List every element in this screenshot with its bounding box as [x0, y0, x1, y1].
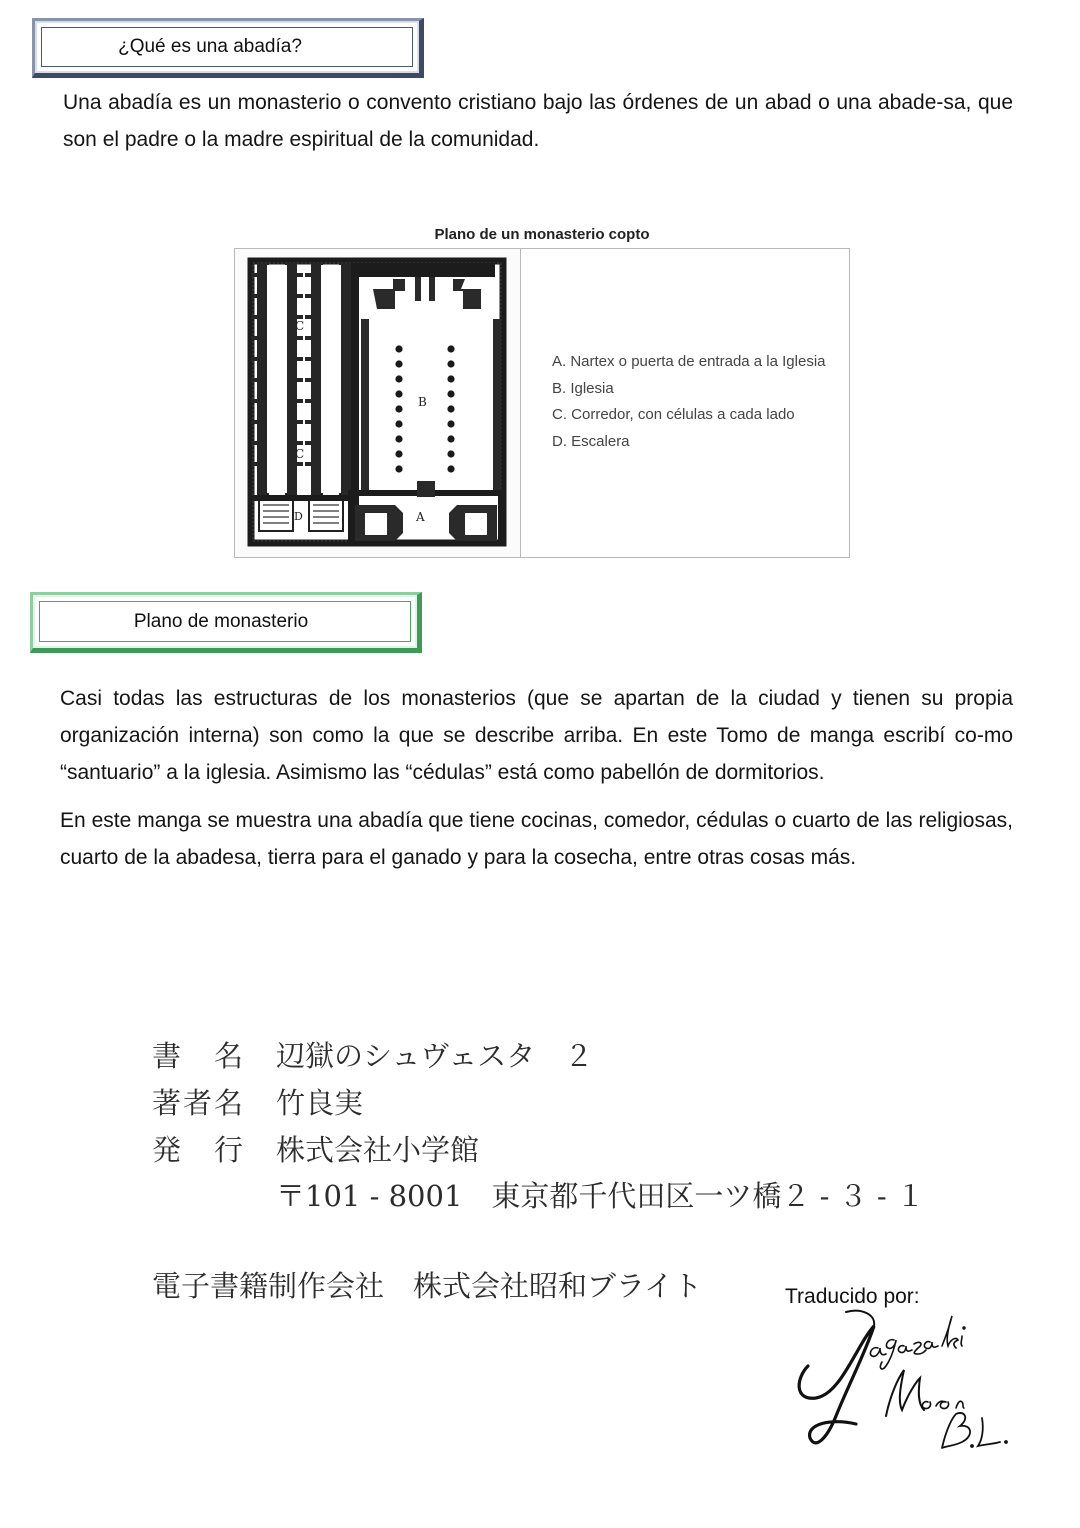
section-heading-box-plan — [30, 592, 422, 653]
section-heading-plan: Plano de monasterio — [39, 601, 411, 642]
legend-item-c: C. Corredor, con células a cada lado — [552, 406, 795, 423]
translator-credit-label: Traducido por: — [785, 1285, 920, 1308]
plan-legend — [552, 349, 826, 455]
colophon-publisher-value: 株式会社小学館 — [276, 1133, 480, 1167]
monastery-plan-figure — [234, 248, 850, 558]
legend-item-b: B. Iglesia — [552, 379, 614, 397]
colophon-title-label: 書 名 — [152, 1039, 246, 1073]
plan-label-c-bottom: C — [295, 447, 305, 461]
structures-paragraph: Casi todas las estructuras de los monasterios (que se apartan de la ciudad y tienen su propia organización interna) son como la que se describe arriba. En este Tomo de manga escribí co-mo “santuario” a la iglesia. Asimismo las “cédulas” está como pabellón de dormitorios. — [60, 687, 1013, 784]
colophon-author-label: 著者名 — [152, 1086, 246, 1120]
colophon-author-value: 竹良実 — [276, 1086, 364, 1120]
monastery-floor-plan — [235, 249, 521, 557]
colophon-title-value: 辺獄のシュヴェスタ ２ — [276, 1039, 594, 1073]
section-heading-abbey: ¿Qué es una abadía? — [41, 27, 413, 67]
manga-abbey-paragraph: En este manga se muestra una abadía que tiene cocinas, comedor, cédulas o cuarto de las religiosas, cuarto de la abadesa, tierra para el ganado y para la cosecha, entre otras cosas más. — [60, 809, 1013, 869]
figure-title: Plano de un monasterio copto — [434, 226, 650, 243]
colophon-publisher-label: 発 行 — [152, 1133, 246, 1167]
abbey-definition-paragraph: Una abadía es un monasterio o convento cristiano bajo las órdenes de un abad o una abade-sa, que son el padre o la madre espiritual de la comunidad. — [63, 91, 1013, 151]
plan-label-d: D — [294, 510, 303, 523]
plan-label-a: A — [416, 510, 425, 524]
translator-signature — [786, 1306, 1026, 1466]
colophon-ebook-producer: 電子書籍制作会社 株式会社昭和ブライト — [152, 1269, 703, 1303]
plan-label-c-top: C — [295, 319, 305, 333]
legend-item-a: A. Nartex o puerta de entrada a la Iglesia — [552, 353, 826, 370]
section-heading-box-abbey — [32, 18, 424, 78]
legend-item-d: D. Escalera — [552, 432, 630, 450]
plan-label-b: B — [418, 395, 427, 409]
colophon-address: 〒101 - 8001 東京都千代田区一ツ橋２ - ３ - １ — [276, 1179, 925, 1213]
